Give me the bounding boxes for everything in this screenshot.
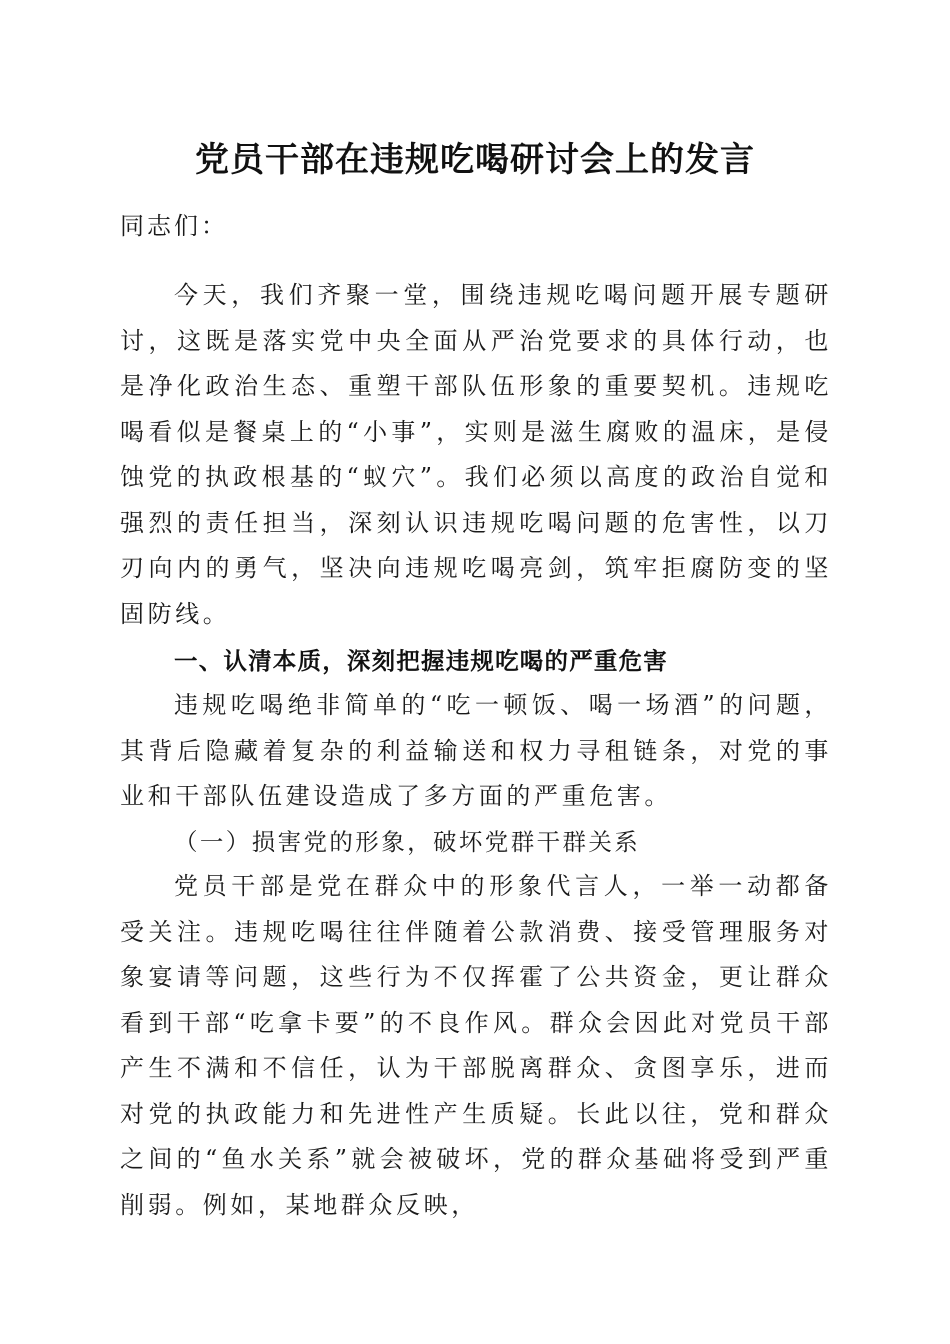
document-title: 党员干部在违规吃喝研讨会上的发言 (195, 140, 755, 180)
intro-paragraph: 今天，我们齐聚一堂，围绕违规吃喝问题开展专题研讨，这既是落实党中央全面从严治党要求的具体行动，也是净化政治生态、重塑干部队伍形象的重要契机。违规吃喝看似是餐桌上的“小事”，实则是滋生腐败的温床，是侵蚀党的执政根基的“蚁穴”。我们必须以高度的政治自觉和强烈的责任担当，深刻认识违规吃喝问题的危害性，以刀刃向内的勇气，坚决向违规吃喝亮剑，筑牢拒腐防变的坚固防线。 (120, 281, 832, 628)
subsection-1-paragraph: 党员干部是党在群众中的形象代言人，一举一动都备受关注。违规吃喝往往伴随着公款消费、接受管理服务对象宴请等问题，这些行为不仅挥霍了公共资金，更让群众看到干部“吃拿卡要”的不良作风。群众会因此对党员干部产生不满和不信任，认为干部脱离群众、贪图享乐，进而对党的执政能力和先进性产生质疑。长此以往，党和群众之间的“鱼水关系”就会被破坏，党的群众基础将受到严重削弱。例如，某地群众反映， (120, 872, 832, 1219)
salutation: 同志们： (120, 212, 228, 240)
subsection-1-heading: （一）损害党的形象，破坏党群干群关系 (174, 828, 641, 856)
section-1-paragraph: 违规吃喝绝非简单的“吃一顿饭、喝一场酒”的问题，其背后隐藏着复杂的利益输送和权力寻租链条，对党的事业和干部队伍建设造成了多方面的严重危害。 (120, 691, 832, 810)
section-1-heading: 一、认清本质，深刻把握违规吃喝的严重危害 (174, 647, 668, 675)
